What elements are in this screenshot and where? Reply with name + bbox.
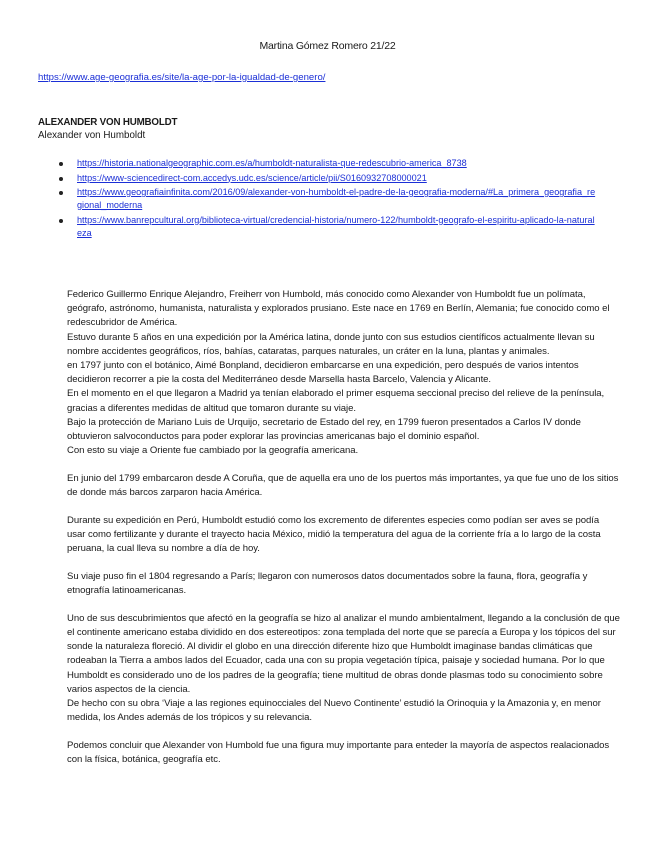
author-header: Martina Gómez Romero 21/22 <box>259 40 396 52</box>
document-body <box>67 288 620 781</box>
body-paragraph-coruna: En junio del 1799 embarcaron desde A Coruña, que de aquella era uno de los puertos más importantes, ya que fue uno de los sitios de donde más barcos zarparon hacia América. <box>67 472 619 499</box>
reference-item <box>56 214 596 240</box>
body-line: Bajo la protección de Mariano Luis de Urquijo, secretario de Estado del rey, en 1799 fueron presentados a Carlos IV donde obtuvieron salvoconductos para poder explorar las provincias americanas bajo el dominio español. <box>67 416 581 443</box>
body-paragraph-peru: Durante su expedición en Perú, Humboldt estudió como los excremento de diferentes especies como podían ser aves se podía usar como fertilizante y durante el trayecto hacia México, midió la temperatura del agua de la corriente fría a lo largo de la costa peruana, la cual lleva su nombre a día de hoy. <box>67 514 601 555</box>
body-line: Estuvo durante 5 años en una expedición por la América latina, donde junto con sus estudios científicos actualmente llevan su nombre accidentes geográficos, ríos, bahías, cataratas, parques naturales, un cráter en la luna, plantas y animales. <box>67 331 595 357</box>
body-paragraph-discoveries <box>67 612 620 726</box>
body-line: Federico Guillermo Enrique Alejandro, Freiherr von Humbold, más conocido como Alexander von Humboldt fue un polímata, geógrafo, astrónomo, humanista, naturalista y explorados prusiano. Este nace en 1769 en Berlín, Alemania; fue conocido como el redescubridor de América. <box>67 289 610 329</box>
body-paragraph-return: Su viaje puso fin el 1804 regresando a París; llegaron con numerosos datos documentados sobre la fauna, flora, geografía y etnografía latinoamericanas. <box>67 570 588 597</box>
top-reference-link[interactable]: https://www.age-geografia.es/site/la-age-por-la-igualdad-de-genero/ <box>38 72 326 83</box>
body-paragraph-intro <box>67 288 620 458</box>
body-line: De hecho con su obra ‘Viaje a las regiones equinocciales del Nuevo Continente’ estudió la Orinoquia y la Amazonia y, en menor medida, los Andes además de los trópicos y su relevancia. <box>67 698 601 724</box>
body-line: Con esto su viaje a Oriente fue cambiado por la geografía americana. <box>67 445 359 457</box>
body-paragraph-conclusion: Podemos concluir que Alexander von Humbold fue una figura muy importante para enteder la mayoría de aspectos realacionados con la física, botánica, geografía etc. <box>67 739 610 766</box>
document-subtitle: Alexander von Humboldt <box>38 130 146 141</box>
reference-item <box>56 172 596 185</box>
document-title: ALEXANDER VON HUMBOLDT <box>38 117 178 128</box>
reference-link[interactable]: https://www.geografiainfinita.com/2016/09/alexander-von-humboldt-el-padre-de-la-geografia-moderna/#La_primera_geografia_regional_moderna <box>77 187 596 210</box>
reference-list <box>56 157 596 241</box>
reference-link[interactable]: https://www-sciencedirect-com.accedys.udc.es/science/article/pii/S0160932708000021 <box>77 172 427 183</box>
reference-item <box>56 157 596 170</box>
reference-link[interactable]: https://www.banrepcultural.org/biblioteca-virtual/credencial-historia/numero-122/humboldt-geografo-el-espiritu-aplicado-la-naturaleza <box>77 214 595 238</box>
reference-link[interactable]: https://historia.nationalgeographic.com.es/a/humboldt-naturalista-que-redescubrio-america_8738 <box>77 158 467 168</box>
body-line: Uno de sus descubrimientos que afectó en la geografía se hizo al analizar el mundo ambientalment, llegando a la conclusión de que el continente americano estaba dividido en dos estereotipos: zona templada del norte que se parecía a Europa y los tópicos del sur sonde la naturaleza floreció. Al dividir el globo en una dirección diferente hizo que Humboldt imaginase bandas climáticas que rodeaban la Tierra a ambos lados del Ecuador, cada una con su propia vegetación típica, paisaje y sociedad humana. Por lo que Humboldt es considerado uno de los padres de la geografía; tiene multitud de obras donde plasmas todo su conocimiento sobre varios aspectos de la ciencia. <box>67 612 620 695</box>
body-line: en 1797 junto con el botánico, Aimé Bonpland, decidieron embarcarse en una expedición, pero después de varios intentos decidieron recorrer a pie la costa del Mediterráneo desde Marsella hasta Barcelo, Valencia y Alicante. <box>67 360 579 386</box>
body-line: En el momento en el que llegaron a Madrid ya tenían elaborado el primer esquema seccional preciso del relieve de la península, gracias a diferentes medidas de altitud que tomaron durante su viaje. <box>67 388 605 414</box>
reference-item <box>56 186 596 212</box>
